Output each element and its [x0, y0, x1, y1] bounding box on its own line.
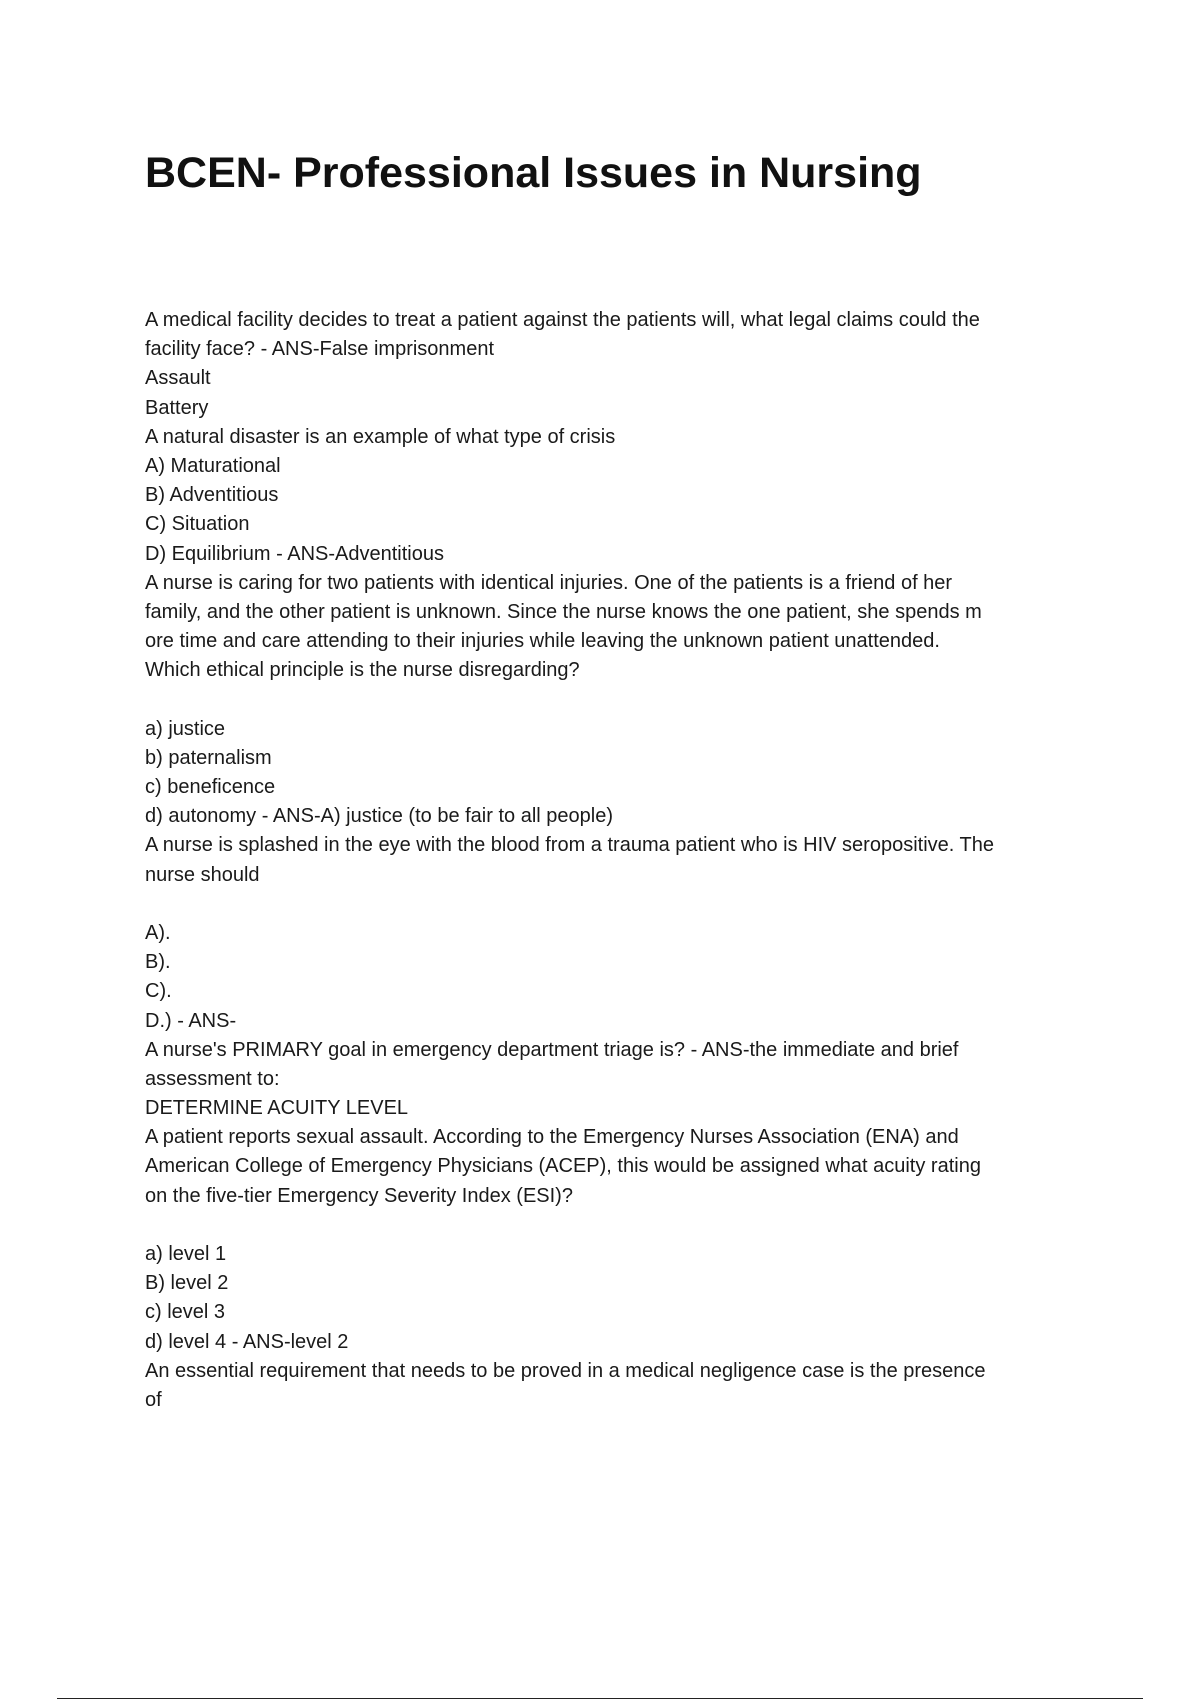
text-line: Battery	[145, 396, 209, 419]
text-line: d) autonomy - ANS-A) justice (to be fair to all people)	[145, 805, 613, 828]
text-line: c) level 3	[145, 1301, 226, 1324]
text-line: family, and the other patient is unknown. Since the nurse knows the one patient, she spends m	[145, 600, 982, 623]
text-line: d) level 4 - ANS-level 2	[145, 1330, 349, 1353]
text-line: a) justice	[145, 717, 226, 740]
text-line: nurse should	[145, 863, 260, 886]
text-line: facility face? - ANS-False imprisonment	[145, 338, 495, 361]
text-line: assessment to:	[145, 1067, 280, 1090]
text-line: A patient reports sexual assault. According to the Emergency Nurses Association (ENA) and	[145, 1126, 959, 1149]
text-line: D.) - ANS-	[145, 1009, 237, 1032]
text-line: c) beneficence	[145, 776, 276, 798]
blank-line	[145, 1211, 1105, 1240]
text-line: B).	[145, 951, 171, 974]
text-line: C) Situation	[145, 513, 250, 536]
page-title: BCEN- Professional Issues in Nursing	[145, 149, 922, 197]
text-line: of	[145, 1388, 162, 1411]
text-line: a) level 1	[145, 1243, 227, 1265]
text-line: Which ethical principle is the nurse disregarding?	[145, 659, 580, 682]
footer-divider	[57, 1698, 1143, 1699]
text-line: An essential requirement that needs to be proved in a medical negligence case is the presence	[145, 1359, 986, 1382]
text-line: B) level 2	[145, 1272, 229, 1295]
text-line: ore time and care attending to their injuries while leaving the unknown patient unattended.	[145, 630, 940, 653]
text-line: A).	[145, 921, 171, 944]
blank-line	[145, 890, 1105, 919]
text-line: A nurse is splashed in the eye with the blood from a trauma patient who is HIV seropositive. The	[145, 834, 994, 857]
text-line: A) Maturational	[145, 454, 281, 477]
text-line: B) Adventitious	[145, 484, 279, 507]
blank-line	[145, 685, 1105, 714]
text-line: A nurse's PRIMARY goal in emergency department triage is? - ANS-the immediate and brief	[145, 1038, 959, 1061]
text-line: A nurse is caring for two patients with identical injuries. One of the patients is a friend of her	[145, 571, 953, 594]
text-line: on the five-tier Emergency Severity Index (ESI)?	[145, 1184, 573, 1207]
text-line: D) Equilibrium - ANS-Adventitious	[145, 542, 444, 565]
text-line: b) paternalism	[145, 746, 272, 769]
text-line: A medical facility decides to treat a patient against the patients will, what legal claims could the	[145, 309, 980, 331]
text-line: A natural disaster is an example of what type of crisis	[145, 425, 616, 448]
text-line: DETERMINE ACUITY LEVEL	[145, 1097, 409, 1120]
text-line: Assault	[145, 367, 211, 390]
document-body	[145, 306, 1105, 1415]
text-line: C).	[145, 980, 172, 1003]
text-line: American College of Emergency Physicians (ACEP), this would be assigned what acuity rating	[145, 1155, 981, 1178]
